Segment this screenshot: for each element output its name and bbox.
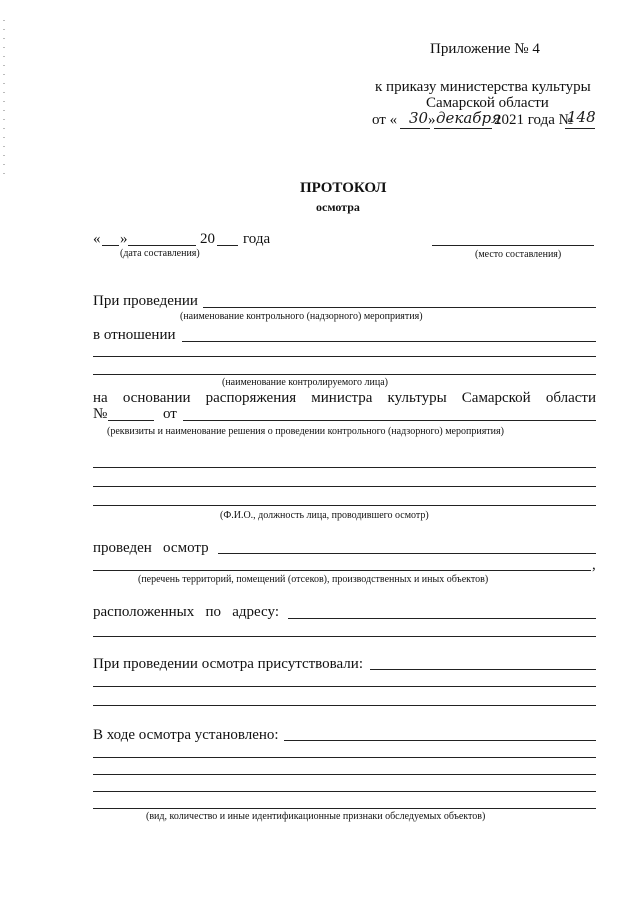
basis-word: министра	[311, 390, 373, 406]
date-month-blank[interactable]	[128, 245, 196, 246]
basis-word: основании	[122, 390, 191, 406]
entity-blank-1[interactable]	[182, 341, 596, 342]
appendix-label: Приложение № 4	[430, 41, 540, 57]
date-year-blank[interactable]	[217, 245, 238, 246]
established-blank-2[interactable]	[93, 757, 596, 758]
objects-caption: (перечень территорий, помещений (отсеков), производственных и иных объектов)	[138, 574, 489, 585]
date-year-suffix: года	[243, 231, 271, 247]
date-open-quote: «	[93, 231, 101, 247]
date-caption: (дата составления)	[120, 248, 200, 259]
order-date-month: декабря	[436, 109, 501, 127]
objects-blank-2[interactable]	[93, 570, 591, 571]
entity-blank-3[interactable]	[93, 374, 596, 375]
number-underline	[565, 128, 595, 129]
official-blank-1[interactable]	[93, 467, 596, 468]
inspection-label: проведен осмотр	[93, 540, 209, 556]
decision-caption: (реквизиты и наименование решения о проведении контрольного (надзорного) мероприятия)	[107, 426, 504, 437]
place-blank[interactable]	[432, 245, 594, 246]
decision-number-blank[interactable]	[108, 420, 154, 421]
entity-blank-2[interactable]	[93, 356, 596, 357]
order-date-day: 30	[409, 109, 429, 127]
event-caption: (наименование контрольного (надзорного) мероприятия)	[180, 311, 423, 322]
number-label: №	[93, 406, 108, 422]
from-label: от	[163, 406, 177, 422]
order-date-sep: »	[428, 112, 436, 128]
event-blank[interactable]	[203, 307, 596, 308]
objects-blank-1[interactable]	[218, 553, 596, 554]
date-year-prefix: 20	[200, 231, 215, 247]
place-caption: (место составления)	[475, 249, 562, 260]
present-blank-1[interactable]	[370, 669, 596, 670]
order-date-year: 2021 года №	[494, 112, 573, 128]
established-blank-5[interactable]	[93, 808, 596, 809]
present-blank-3[interactable]	[93, 705, 596, 706]
basis-word: на	[93, 390, 108, 406]
address-blank-2[interactable]	[93, 636, 596, 637]
basis-word: области	[545, 390, 596, 406]
entity-caption: (наименование контролируемого лица)	[222, 377, 388, 388]
basis-word: Самарской	[461, 390, 531, 406]
present-label: При проведении осмотра присутствовали:	[93, 656, 363, 672]
official-caption: (Ф.И.О., должность лица, проводившего осмотр)	[220, 510, 429, 521]
established-blank-3[interactable]	[93, 774, 596, 775]
established-blank-1[interactable]	[284, 740, 596, 741]
decision-date-blank[interactable]	[183, 420, 596, 421]
date-close-quote: »	[120, 231, 128, 247]
features-caption: (вид, количество и иные идентификационные признаки обследуемых объектов)	[146, 811, 486, 822]
order-date-prefix: от «	[372, 112, 398, 128]
document-subtitle: осмотра	[316, 200, 360, 214]
regarding-label: в отношении	[93, 327, 176, 343]
established-blank-4[interactable]	[93, 791, 596, 792]
conducting-label: При проведении	[93, 293, 198, 309]
address-blank-1[interactable]	[288, 618, 596, 619]
date-day-blank[interactable]	[102, 245, 119, 246]
basis-word: культуры	[387, 390, 447, 406]
day-underline	[400, 128, 430, 129]
basis-row	[93, 391, 596, 406]
basis-word: распоряжения	[205, 390, 297, 406]
address-label: расположенных по адресу:	[93, 604, 279, 620]
order-line-1: к приказу министерства культуры	[375, 79, 591, 95]
order-line-2: Самарской области	[426, 95, 549, 111]
official-blank-3[interactable]	[93, 505, 596, 506]
order-number: 148	[567, 108, 596, 126]
established-label: В ходе осмотра установлено:	[93, 727, 279, 743]
present-blank-2[interactable]	[93, 686, 596, 687]
month-underline	[434, 128, 492, 129]
scan-margin-marks	[3, 20, 5, 180]
official-blank-2[interactable]	[93, 486, 596, 487]
objects-comma: ,	[592, 557, 596, 573]
document-title: ПРОТОКОЛ	[300, 180, 387, 196]
